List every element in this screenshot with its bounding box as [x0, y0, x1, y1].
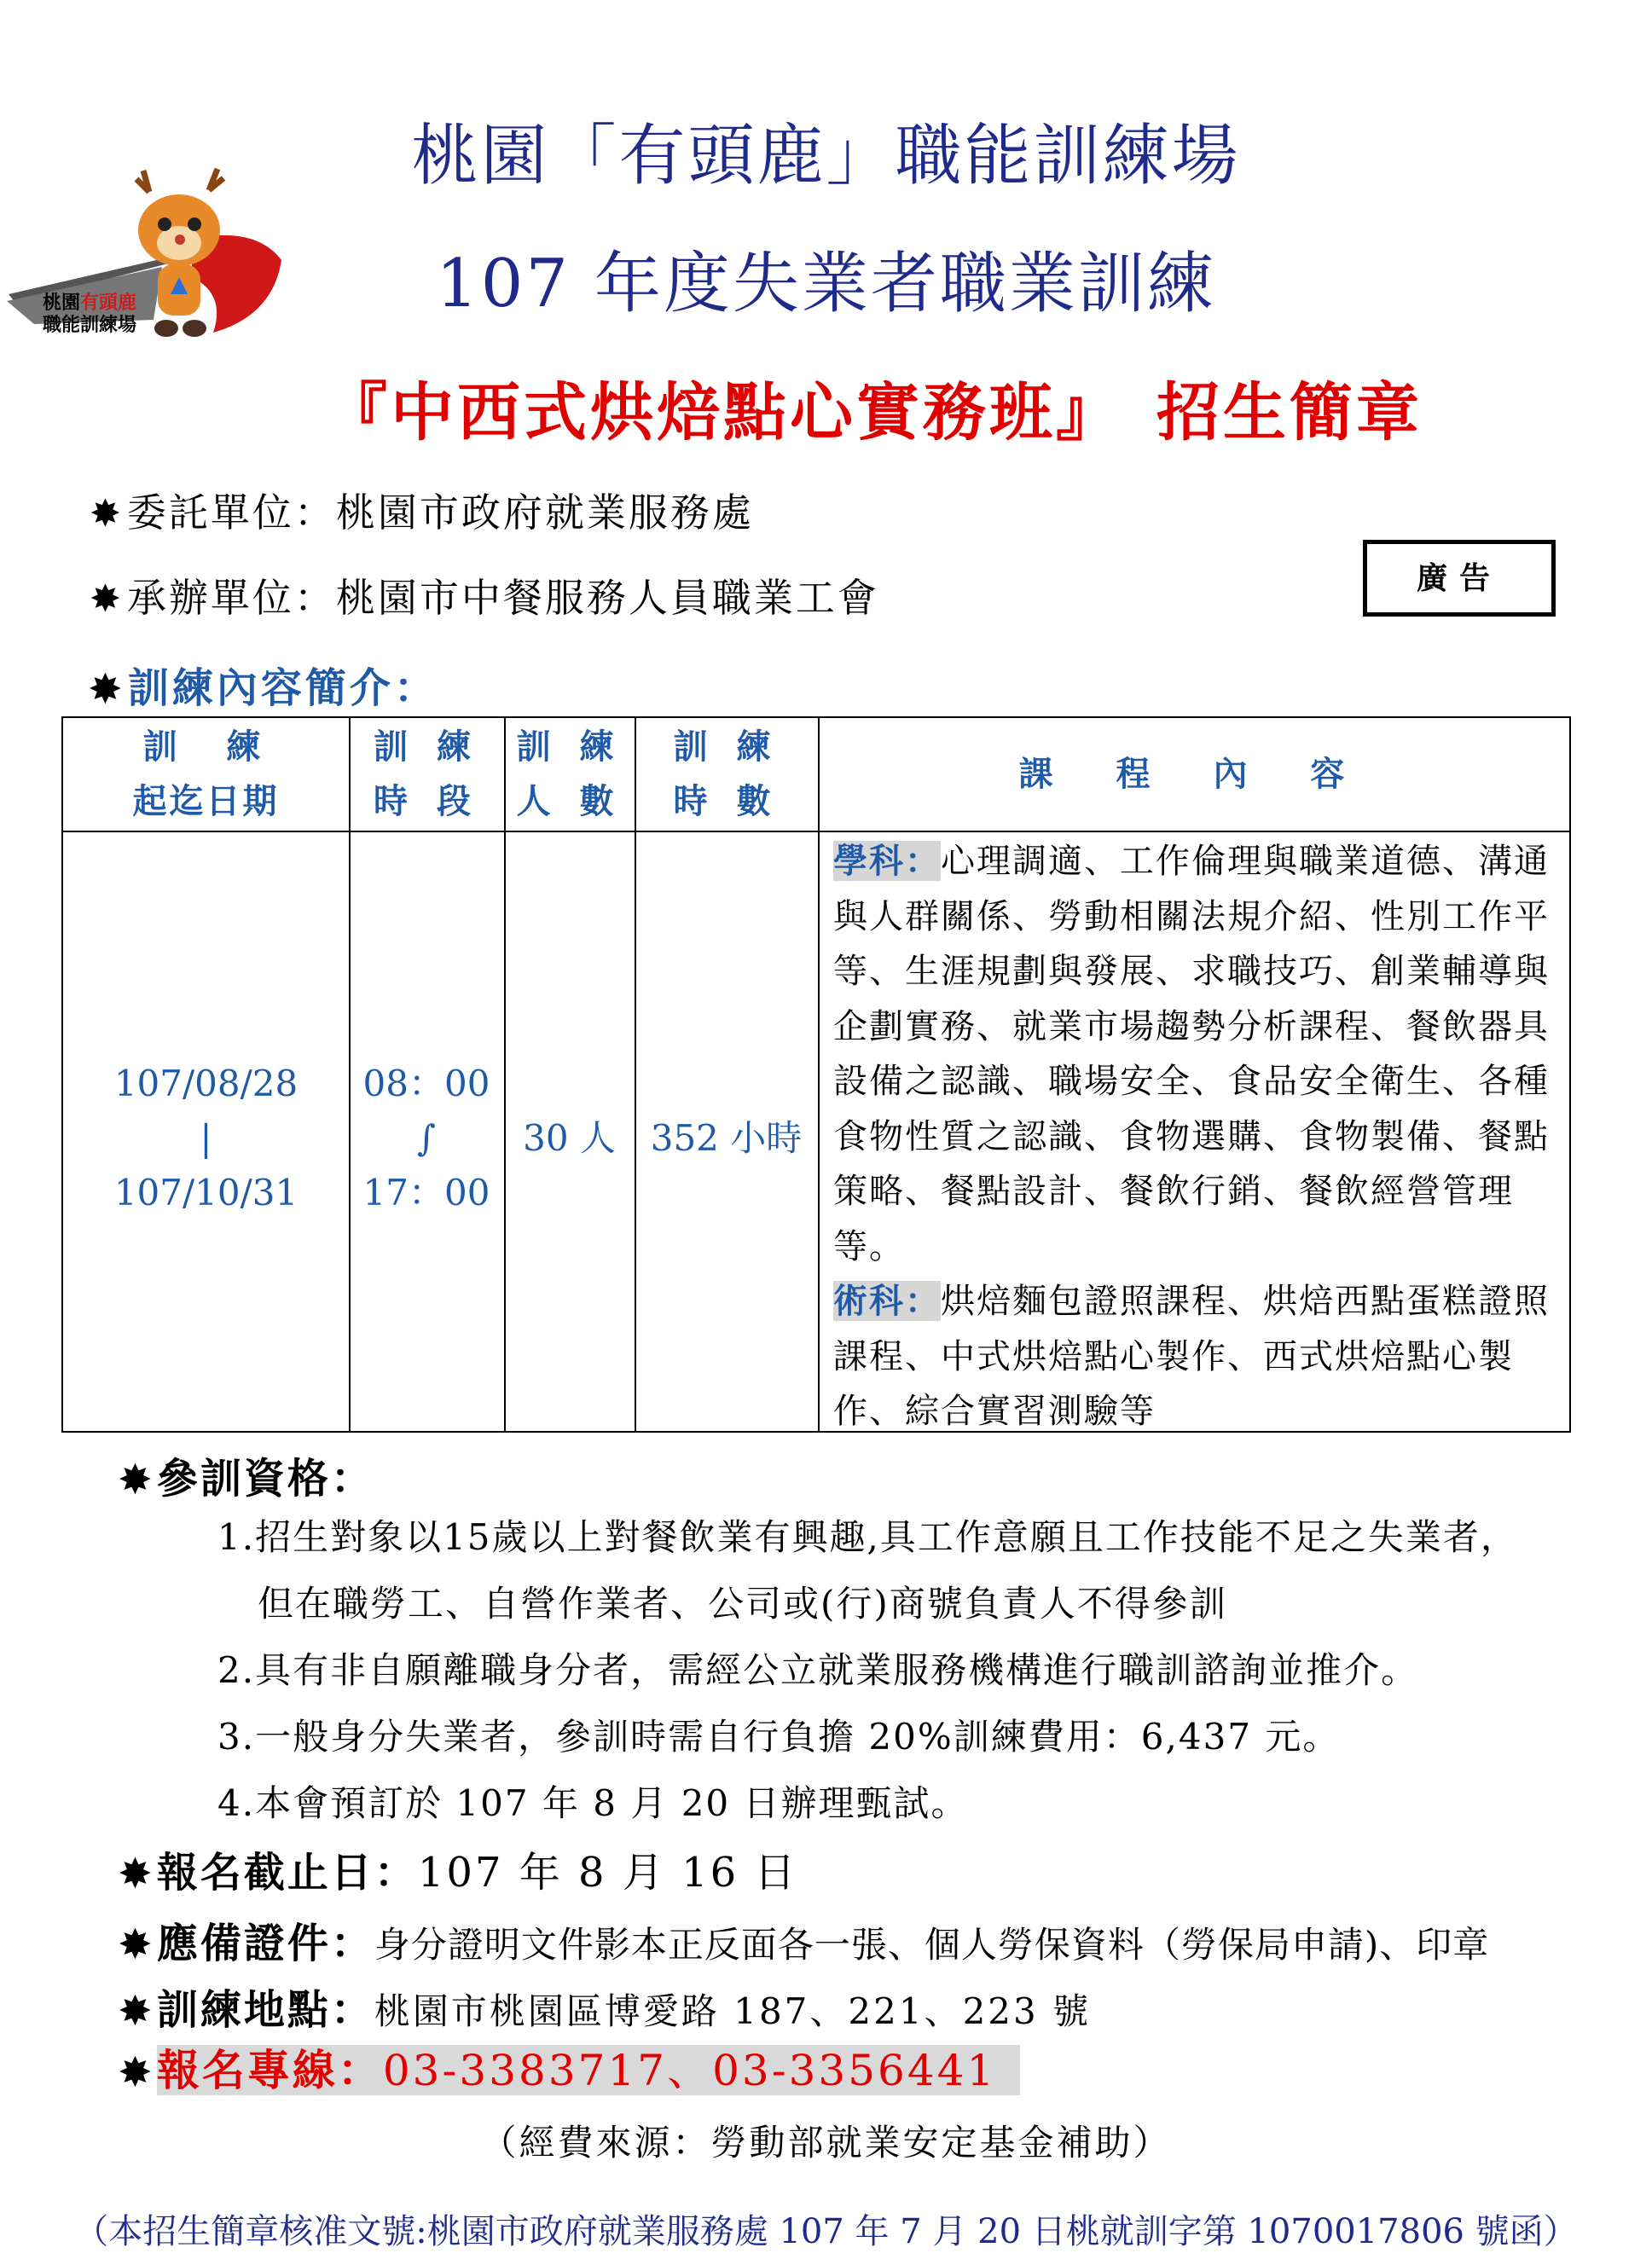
logo-brand: 有頭鹿 [80, 293, 137, 314]
cell-hours: 352 小時 [650, 1117, 803, 1159]
class-title [324, 362, 1423, 453]
training-heading [90, 655, 438, 714]
star-icon: ✸ [119, 1852, 154, 1896]
star-icon: ✸ [119, 1458, 154, 1502]
documents-label: 應備證件： [156, 1920, 374, 1967]
col-header-content: 課 程 內 容 [1018, 754, 1371, 794]
hotline-row [119, 2036, 1020, 2098]
practical-label: 術科： [833, 1281, 941, 1321]
eligibility-item-1: 1.招生對象以15歲以上對餐飲業有興趣,具工作意願且工作技能不足之失業者， [217, 1516, 1518, 1558]
location-value: 桃園市桃園區博愛路 187、221、223 號 [374, 1990, 1092, 2032]
star-icon: ✸ [90, 668, 125, 711]
logo-text-1: 桃園 [43, 293, 81, 314]
cell-course-content [833, 834, 1568, 1439]
location-label: 訓練地點： [156, 1986, 374, 2034]
star-icon: ✸ [90, 492, 124, 536]
practical-text: 烘焙麵包證照課程、烘焙西點蛋糕證照課程、中式烘焙點心製作、西式烘焙點心製作、綜合實習測驗等 [833, 1282, 1550, 1431]
star-icon: ✸ [119, 1923, 154, 1966]
approval-note: （本招生簡章核准文號:桃園市政府就業服務處 107 年 7 月 20 日桃就訓字第 1070017806 號函） [74, 2212, 1578, 2251]
col-header-time: 訓 練 時 段 [374, 727, 479, 821]
organizer-label: 承辦單位： [126, 575, 336, 621]
eligibility-item-3: 3.一般身分失業者，參訓時需自行負擔 20%訓練費用：6,437 元。 [217, 1716, 1341, 1758]
title-line2: 107 年度失業者職業訓練 [436, 246, 1216, 322]
training-table [61, 716, 1571, 1433]
star-icon: ✸ [119, 1990, 154, 2033]
hotline-value: 03-3383717、03-3356441 [382, 2046, 997, 2095]
hotline-label: 報名專線： [156, 2045, 383, 2095]
eligibility-item-4: 4.本會預訂於 107 年 8 月 20 日辦理甄試。 [217, 1782, 969, 1824]
col-header-headcount: 訓 練 人 數 [516, 727, 623, 821]
ad-label-box: 廣告 [1363, 540, 1556, 617]
training-heading-text: 訓練內容簡介： [127, 664, 438, 712]
cell-dates: 107/08/28 | 107/10/31 [113, 1063, 299, 1213]
star-icon: ✸ [119, 2051, 154, 2094]
location-row [119, 1977, 1091, 2036]
funding-note: （經費來源：勞動部就業安定基金補助） [480, 2122, 1172, 2163]
deadline-value: 107 年 8 月 16 日 [417, 1849, 798, 1897]
cell-headcount: 30 人 [523, 1117, 616, 1159]
organizer-value: 桃園市中餐服務人員職業工會 [335, 575, 879, 621]
organizer-row [90, 567, 879, 623]
commission-label: 委託單位： [126, 489, 336, 536]
class-suffix: 招生簡章 [1156, 376, 1423, 449]
eligibility-heading-text: 參訓資格： [156, 1455, 374, 1503]
deadline-row [119, 1839, 797, 1898]
deadline-label: 報名截止日： [156, 1849, 418, 1897]
title-line1: 桃園「有頭鹿」職能訓練場 [411, 118, 1241, 194]
cell-time: 08：00 ∫ 17：00 [362, 1063, 490, 1213]
logo-text-2: 職能訓練場 [43, 315, 137, 336]
documents-row [119, 1910, 1489, 1969]
commission-row [90, 482, 754, 538]
col-header-dates: 訓 練 起迄日期 [132, 727, 280, 821]
eligibility-heading [119, 1445, 374, 1504]
documents-value: 身分證明文件影本正反面各一張、個人勞保資料（勞保局申請)、印章 [374, 1924, 1490, 1966]
col-header-hours: 訓 練 時 數 [673, 727, 780, 821]
academic-label: 學科： [833, 841, 941, 881]
academic-text: 心理調適、工作倫理與職業道德、溝通與人群關係、勞動相關法規介紹、性別工作平等、生涯規劃與發展、求職技巧、創業輔導與企劃實務、就業市場趨勢分析課程、餐飲器具設備之認識、職場安全、食品安全衛生、各種食物性質之認識、食物選購、食物製備、餐點策略、餐點設計、餐飲行銷、餐飲經營管理等。 [833, 842, 1550, 1266]
commission-value: 桃園市政府就業服務處 [335, 489, 754, 536]
logo [0, 166, 290, 350]
star-icon: ✸ [90, 577, 124, 621]
eligibility-item-1b: 但在職勞工、自營作業者、公司或(行)商號負責人不得參訓 [258, 1583, 1227, 1625]
class-name: 『中西式烘焙點心實務班』 [324, 376, 1122, 449]
eligibility-item-2: 2.具有非自願離職身分者，需經公立就業服務機構進行職訓諮詢並推介。 [217, 1649, 1419, 1691]
